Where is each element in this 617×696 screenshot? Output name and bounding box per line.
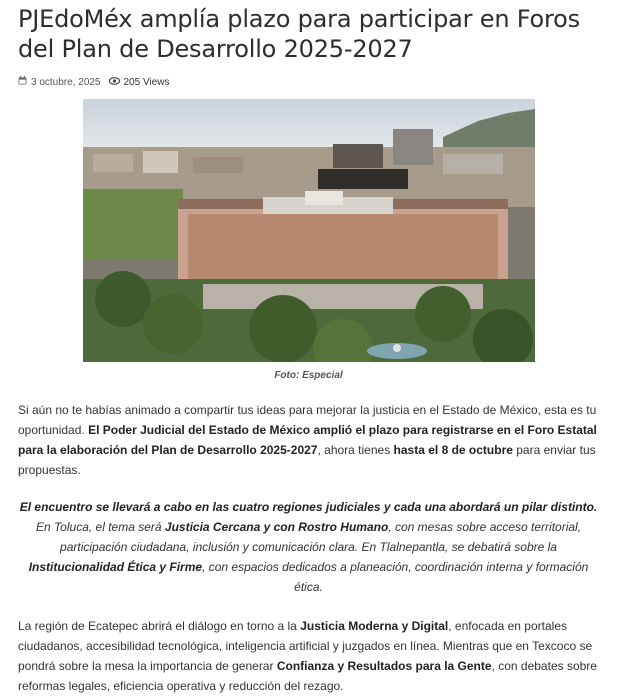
bold-span: hasta el 8 de octubre: [393, 443, 513, 457]
article-meta: [18, 76, 599, 88]
text-span: , enfocada en portales ciudadanos, accesibilidad tecnológica, inteligencia artificial y juzgados en línea. Mientras que en Texcoco se pondrá sobre la mesa la importancia de generar: [18, 619, 593, 673]
views-count: [109, 77, 170, 88]
calendar-icon: [18, 76, 27, 88]
text-span: , con debates sobre reformas legales, eficiencia operativa y reducción del rezago.: [18, 659, 597, 693]
text-span: Si aún no te habías animado a compartir tus ideas para mejorar la justicia en el Estado de México, esta es tu oportunidad.: [18, 403, 597, 437]
bold-span: El encuentro se llevará a cabo en las cuatro regiones judiciales y cada una abordará un pilar distinto.: [19, 500, 598, 514]
publish-date: 3 octubre, 2025: [31, 76, 101, 88]
featured-photo: [83, 99, 535, 362]
bold-span: El Poder Judicial del Estado de México amplió el plazo para registrarse en el Foro Estatal para la elaboración del Plan de Desarrollo 2025-2027: [18, 423, 597, 457]
text-span: En Toluca, el tema será: [35, 520, 165, 534]
bold-span: Confianza y Resultados para la Gente: [276, 659, 492, 673]
text-span: La región de Ecatepec abrirá el diálogo en torno a la: [18, 619, 301, 633]
bold-span: Justicia Cercana y con Rostro Humano: [164, 520, 389, 534]
views-label: 205 Views: [123, 76, 170, 88]
bold-span: Institucionalidad Ética y Firme: [28, 560, 203, 574]
photo-caption: Foto: Especial: [274, 370, 343, 381]
paragraph-intro: [18, 400, 599, 480]
text-span: , ahora tienes: [317, 443, 394, 457]
text-span: para enviar tus propuestas.: [18, 443, 596, 477]
bold-span: Justicia Moderna y Digital: [300, 619, 449, 633]
paragraph-ecatepec: [18, 616, 599, 696]
text-span: , con espacios dedicados a planeación, coordinación interna y formación ética.: [202, 560, 589, 594]
article-title: PJEdoMéx amplía plazo para participar en Foros del Plan de Desarrollo 2025-2027: [18, 5, 580, 63]
paragraph-regions: [18, 497, 599, 597]
eye-icon: [109, 77, 120, 88]
text-span: , con mesas sobre acceso territorial, participación ciudadana, inclusión y comunicación clara. En Tlalnepantla, se debatirá sobre la: [60, 520, 582, 554]
